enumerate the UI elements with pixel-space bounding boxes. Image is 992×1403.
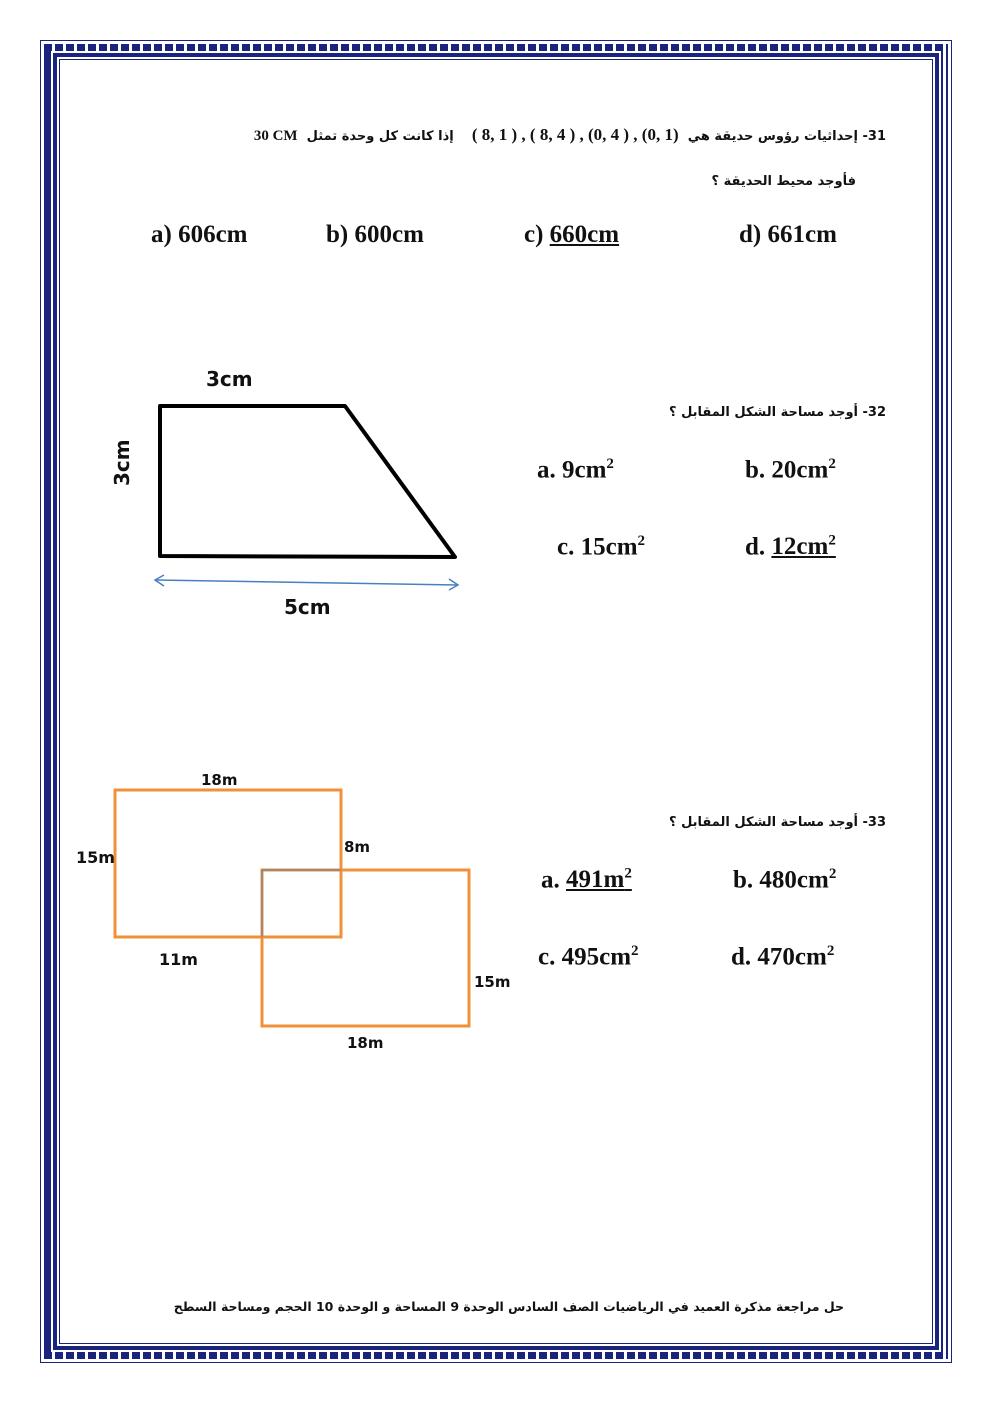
q31-option-b: b) 600cm: [326, 221, 424, 248]
q32-option-d: d. $12cm^2$: [745, 533, 836, 561]
q33-option-a: a. $491m^2$: [541, 866, 632, 894]
rectangle-1: [115, 790, 341, 937]
rect-top-label: 18m: [201, 771, 238, 789]
overlap-label: 8m: [344, 838, 371, 856]
rect-bottom-label: 18m: [347, 1034, 384, 1052]
overlap-outline: [262, 870, 341, 937]
rectangle-2: [262, 870, 469, 1026]
question-31-coordinates: ( 8, 1 ) , ( 8, 4 ) , (0, 4 ) , (0, 1): [471, 125, 679, 144]
question-31-condition: إذا كانت كل وحدة تمثل: [306, 129, 454, 144]
question-32-text: 32- أوجد مساحة الشكل المقابل ؟: [669, 405, 886, 420]
q31-option-a: a) 606cm: [151, 221, 248, 248]
rect-right-label: 15m: [474, 973, 511, 991]
trapezoid-bottom-label: 5cm: [284, 595, 331, 619]
question-31-number: 31-: [862, 129, 886, 144]
trapezoid-side-label: 3cm: [110, 439, 134, 486]
q33-option-d: d. $470cm^2$: [731, 943, 835, 971]
page-footer: حل مراجعة مذكرة العميد في الرياضيات الصف السادس الوحدة 9 المساحة و الوحدة 10 الحجم ومساحة السطح: [173, 1299, 844, 1314]
question-33-text: 33- أوجد مساحة الشكل المقابل ؟: [669, 815, 886, 830]
width-arrow: [155, 575, 458, 590]
inner-bottom-label: 11m: [159, 950, 198, 969]
q32-option-b: b. $20cm^2$: [745, 456, 836, 484]
q31-option-d: d) 661cm: [739, 221, 837, 248]
q32-option-a: a. $9cm^2$: [537, 456, 614, 484]
question-31-unit: 30 CM: [253, 128, 298, 144]
trapezoid-top-label: 3cm: [206, 367, 253, 391]
q33-option-c: c. $495cm^2$: [538, 943, 639, 971]
q31-option-c: c) 660cm: [524, 221, 620, 248]
trapezoid-shape: [160, 406, 455, 557]
question-31-question: فأوجد محيط الحديقة ؟: [711, 174, 856, 189]
question-31-prompt: إحداثيات رؤوس حديقة هي: [687, 129, 858, 144]
rect-left-label: 15m: [76, 848, 115, 867]
q32-option-c: c. $15cm^2$: [557, 533, 646, 561]
q33-option-b: b. $480cm^2$: [733, 866, 837, 894]
